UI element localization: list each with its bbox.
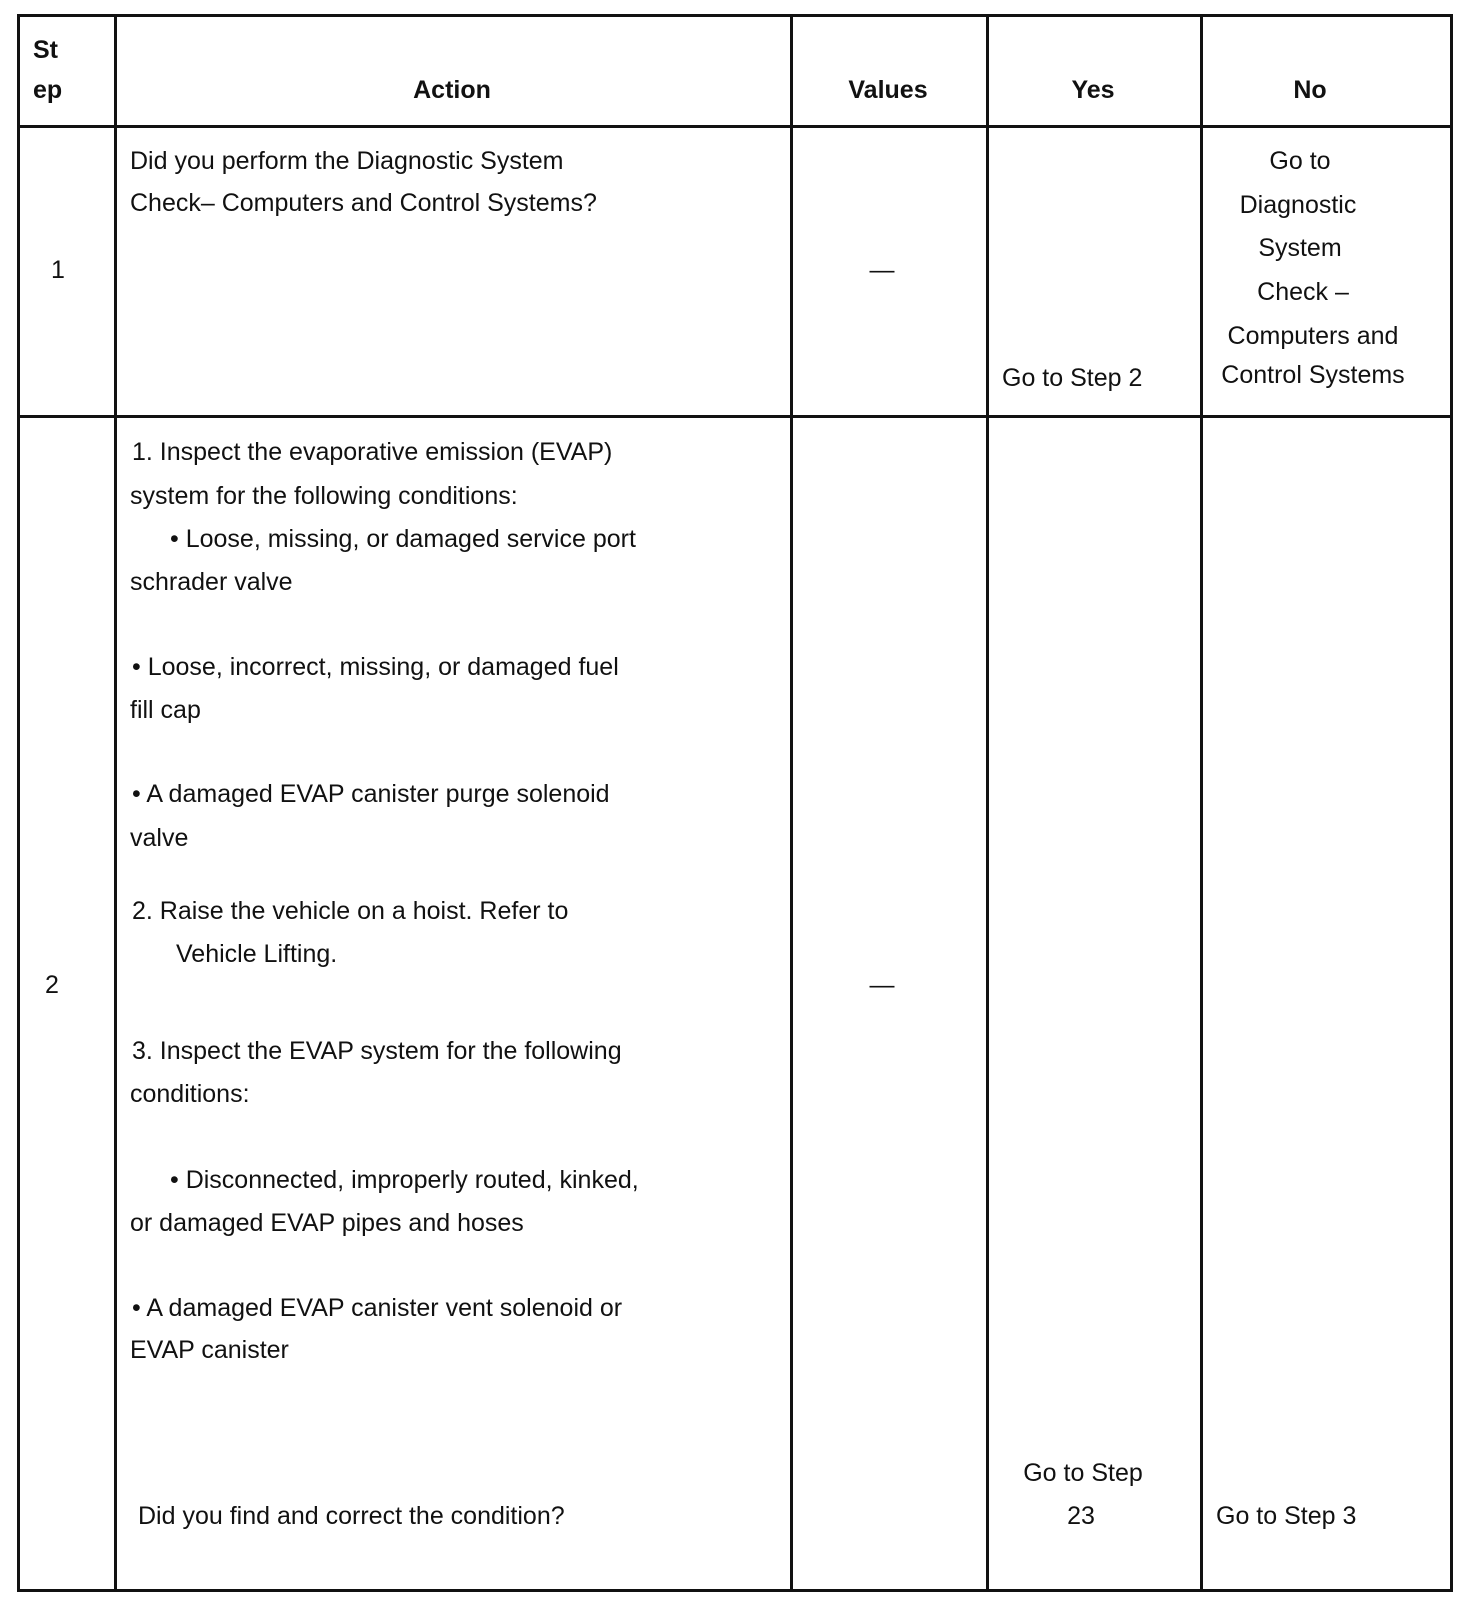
- action-text: • Loose, missing, or damaged service port: [170, 525, 636, 553]
- row-divider: [17, 415, 1453, 418]
- header-yes: Yes: [1071, 76, 1115, 104]
- header-values: Values: [848, 76, 928, 104]
- action-text: valve: [130, 824, 189, 852]
- no-link[interactable]: Check –: [1257, 278, 1349, 306]
- yes-link[interactable]: Go to Step 2: [1002, 364, 1143, 392]
- action-text: schrader valve: [130, 568, 293, 596]
- action-text: 2. Raise the vehicle on a hoist. Refer to: [132, 897, 569, 925]
- action-text: fill cap: [130, 696, 201, 724]
- yes-link[interactable]: 23: [1067, 1502, 1095, 1530]
- header-step-cont: ep: [33, 76, 63, 104]
- no-link[interactable]: System: [1258, 234, 1342, 262]
- step-number: 1: [51, 256, 65, 284]
- action-text: EVAP canister: [130, 1336, 289, 1364]
- action-text: • A damaged EVAP canister purge solenoid: [132, 780, 610, 808]
- yes-link[interactable]: Go to Step: [1023, 1459, 1143, 1487]
- action-link[interactable]: Vehicle Lifting.: [176, 940, 338, 968]
- header-step: St: [33, 36, 58, 64]
- step-number: 2: [45, 971, 59, 999]
- action-text: Check– Computers and Control Systems?: [130, 189, 597, 217]
- no-link[interactable]: Control Systems: [1221, 361, 1405, 389]
- action-text: 1. Inspect the evaporative emission (EVAP): [132, 438, 613, 466]
- action-text: or damaged EVAP pipes and hoses: [130, 1209, 524, 1237]
- action-text: • Disconnected, improperly routed, kinked,: [170, 1166, 639, 1194]
- no-link[interactable]: Go to: [1269, 147, 1331, 175]
- action-text: 3. Inspect the EVAP system for the following: [132, 1037, 622, 1065]
- action-question: Did you find and correct the condition?: [138, 1502, 565, 1530]
- header-action: Action: [413, 76, 491, 104]
- column-divider: [114, 14, 117, 1592]
- action-text: conditions:: [130, 1080, 250, 1108]
- no-link[interactable]: Diagnostic: [1239, 191, 1357, 219]
- row-divider: [17, 125, 1453, 128]
- action-text: • A damaged EVAP canister vent solenoid or: [132, 1294, 623, 1322]
- column-divider: [986, 14, 989, 1592]
- header-no: No: [1293, 76, 1327, 104]
- no-link[interactable]: Computers and: [1227, 322, 1399, 350]
- action-text: Did you perform the Diagnostic System: [130, 147, 564, 175]
- no-link[interactable]: Go to Step 3: [1216, 1502, 1357, 1530]
- values-cell: —: [869, 971, 895, 999]
- action-text: system for the following conditions:: [130, 482, 518, 510]
- values-cell: —: [869, 256, 895, 284]
- action-text: • Loose, incorrect, missing, or damaged fuel: [132, 653, 619, 681]
